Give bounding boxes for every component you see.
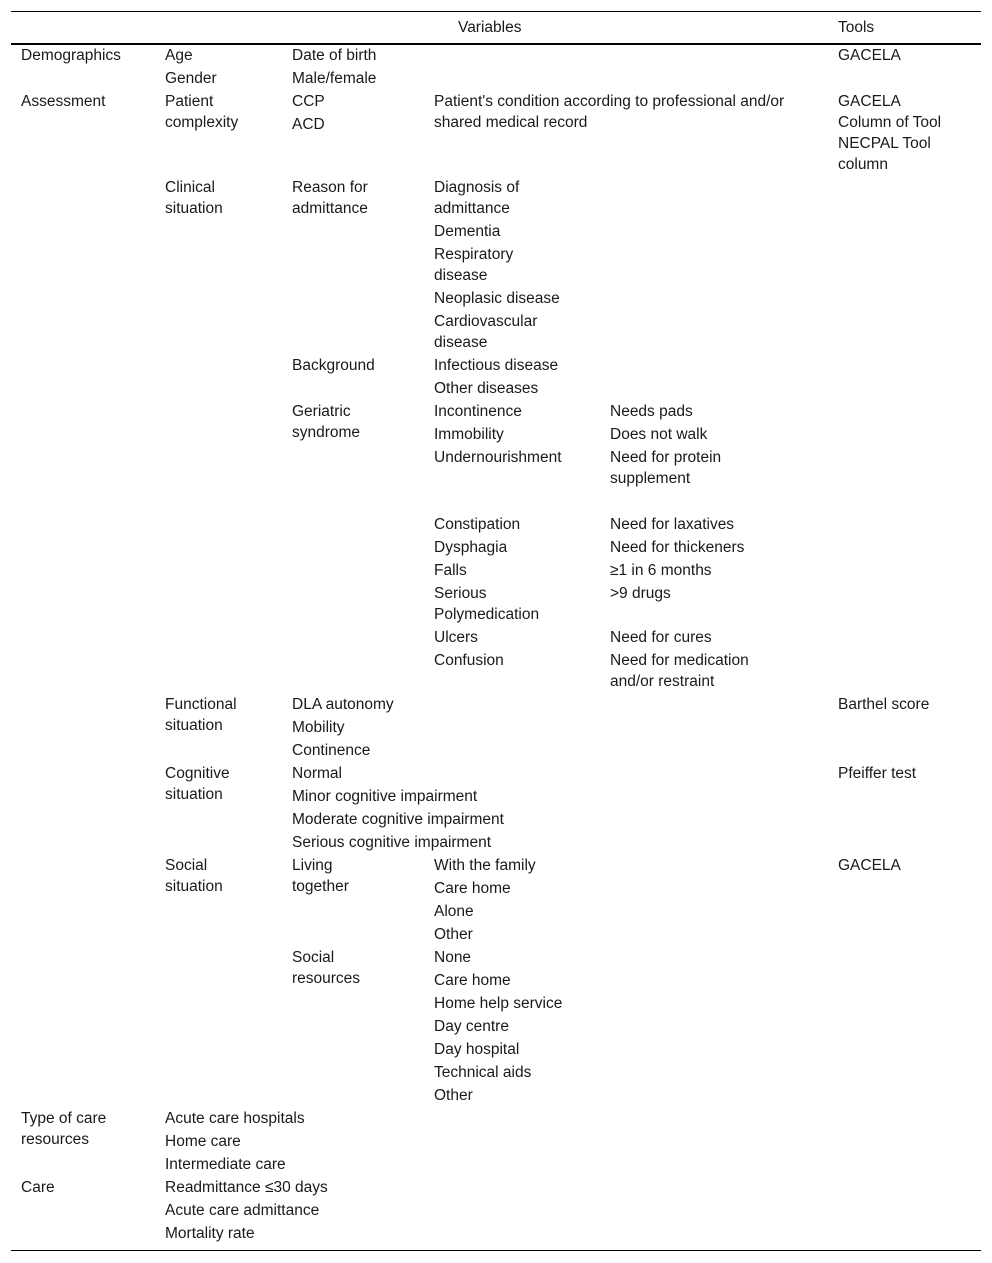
detail-dementia: Dementia — [434, 223, 501, 240]
detail-patient-condition: Patient's condition according to professional and/or shared medical record — [434, 93, 785, 131]
tool-gacela-1: GACELA — [838, 47, 901, 64]
detail-with-family: With the family — [434, 857, 536, 874]
row-label-demographics: Demographics — [21, 47, 121, 64]
sub-gender: Gender — [165, 70, 217, 87]
var-normal: Normal — [292, 765, 342, 782]
row-label-care-resources: Type of care resources — [21, 1110, 107, 1148]
detail-dysphagia: Dysphagia — [434, 539, 508, 556]
var-background: Background — [292, 357, 375, 374]
tool-pfeiffer: Pfeiffer test — [838, 765, 917, 782]
detail-constipation: Constipation — [434, 516, 521, 533]
detail-infectious: Infectious disease — [434, 357, 559, 374]
detail-polymedication: Serious Polymedication — [434, 585, 540, 623]
detail-care-home-2: Care home — [434, 972, 511, 989]
tool-barthel: Barthel score — [838, 696, 930, 713]
detail-other-2: Other — [434, 1087, 473, 1104]
detail-other-1: Other — [434, 926, 473, 943]
var-moderate-impairment: Moderate cognitive impairment — [292, 811, 504, 828]
header-tools: Tools — [838, 19, 875, 36]
var-social-resources: Social resources — [292, 949, 361, 987]
criterion-cures: Need for cures — [610, 629, 712, 646]
criterion-protein: Need for protein supplement — [610, 449, 722, 487]
tool-complexity: GACELA Column of Tool NECPAL Tool column — [838, 93, 942, 173]
criterion-does-not-walk: Does not walk — [610, 426, 708, 443]
sub-cognitive-situation: Cognitive situation — [165, 765, 230, 803]
var-mobility: Mobility — [292, 719, 345, 736]
detail-home-help: Home help service — [434, 995, 563, 1012]
detail-respiratory: Respiratory disease — [434, 246, 514, 284]
header-rule — [11, 43, 981, 45]
var-continence: Continence — [292, 742, 371, 759]
bottom-rule — [11, 1250, 981, 1251]
detail-undernourishment: Undernourishment — [434, 449, 562, 466]
detail-neoplasic: Neoplasic disease — [434, 290, 560, 307]
sub-intermediate-care: Intermediate care — [165, 1156, 286, 1173]
criterion-thickeners: Need for thickeners — [610, 539, 745, 556]
sub-functional-situation: Functional situation — [165, 696, 237, 734]
row-label-care: Care — [21, 1179, 55, 1196]
criterion-laxatives: Need for laxatives — [610, 516, 735, 533]
var-minor-impairment: Minor cognitive impairment — [292, 788, 478, 805]
criterion-falls: ≥1 in 6 months — [610, 562, 712, 579]
detail-confusion: Confusion — [434, 652, 504, 669]
detail-falls: Falls — [434, 562, 467, 579]
detail-care-home-1: Care home — [434, 880, 511, 897]
var-acd: ACD — [292, 116, 325, 133]
criterion-drugs: >9 drugs — [610, 585, 671, 602]
criterion-needs-pads: Needs pads — [610, 403, 693, 420]
var-reason-for-admittance: Reason for admittance — [292, 179, 368, 217]
detail-none: None — [434, 949, 472, 966]
top-rule — [11, 11, 981, 12]
sub-home-care: Home care — [165, 1133, 241, 1150]
detail-incontinence: Incontinence — [434, 403, 522, 420]
var-ccp: CCP — [292, 93, 325, 110]
detail-diagnosis: Diagnosis of admittance — [434, 179, 520, 217]
detail-other-diseases: Other diseases — [434, 380, 539, 397]
criterion-medication-restraint: Need for medication and/or restraint — [610, 652, 749, 690]
var-geriatric-syndrome: Geriatric syndrome — [292, 403, 361, 441]
detail-alone: Alone — [434, 903, 474, 920]
sub-age: Age — [165, 47, 193, 64]
sub-mortality-rate: Mortality rate — [165, 1225, 255, 1242]
sub-social-situation: Social situation — [165, 857, 223, 895]
detail-ulcers: Ulcers — [434, 629, 478, 646]
detail-day-hospital: Day hospital — [434, 1041, 520, 1058]
detail-technical-aids: Technical aids — [434, 1064, 532, 1081]
detail-cardiovascular: Cardiovascular disease — [434, 313, 538, 351]
tool-gacela-social: GACELA — [838, 857, 901, 874]
var-dla-autonomy: DLA autonomy — [292, 696, 394, 713]
detail-immobility: Immobility — [434, 426, 504, 443]
var-male-female: Male/female — [292, 70, 377, 87]
sub-patient-complexity: Patient complexity — [165, 93, 239, 131]
var-serious-impairment: Serious cognitive impairment — [292, 834, 492, 851]
sub-acute-admittance: Acute care admittance — [165, 1202, 320, 1219]
header-variables: Variables — [458, 19, 522, 36]
var-living-together: Living together — [292, 857, 349, 895]
sub-acute-care-hospitals: Acute care hospitals — [165, 1110, 305, 1127]
sub-clinical-situation: Clinical situation — [165, 179, 223, 217]
sub-readmittance: Readmittance ≤30 days — [165, 1179, 328, 1196]
detail-day-centre: Day centre — [434, 1018, 509, 1035]
row-label-assessment: Assessment — [21, 93, 106, 110]
var-date-of-birth: Date of birth — [292, 47, 377, 64]
